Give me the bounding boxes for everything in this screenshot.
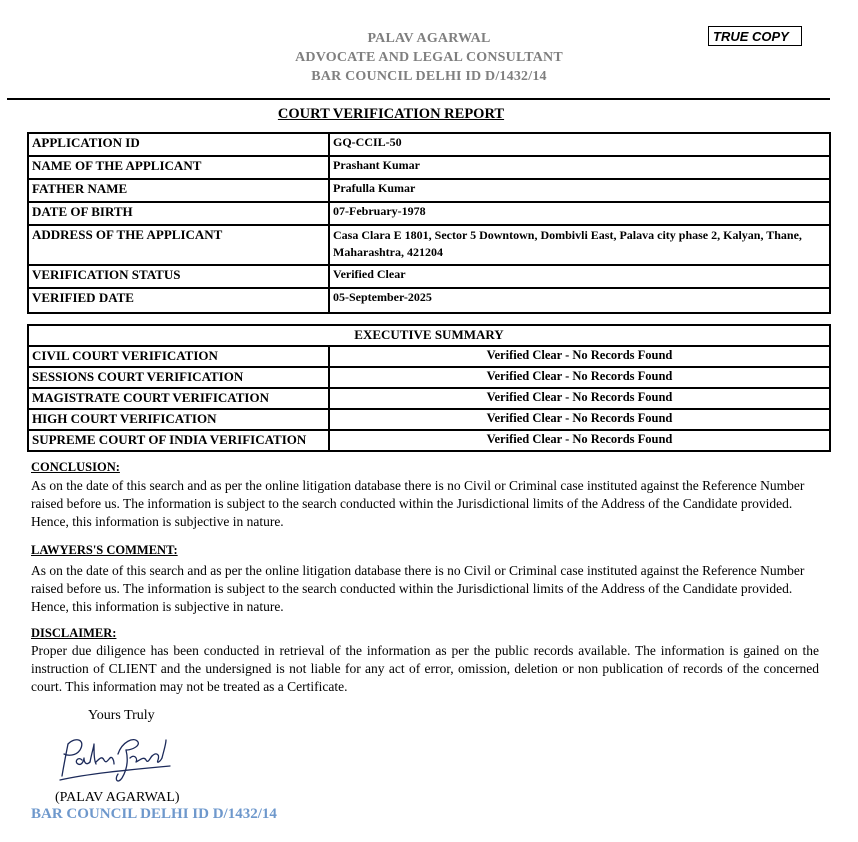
lawyers-comment-text: As on the date of this search and as per the online litigation database there is no Civil or Criminal case instituted against the Reference Number raised before us. The information is subject to the search conducted within the Jurisdictional limits of the Address of the Candidate provided. Hence, this information is subjective in nature. — [31, 563, 805, 614]
table-row — [28, 288, 830, 313]
table-row — [28, 202, 830, 225]
table-row — [28, 346, 830, 367]
table-row — [28, 133, 830, 156]
summary-heading: EXECUTIVE SUMMARY — [28, 325, 830, 346]
table-row — [28, 430, 830, 451]
detail-label: APPLICATION ID — [28, 133, 329, 156]
summary-label: MAGISTRATE COURT VERIFICATION — [28, 388, 329, 409]
letterhead-role: ADVOCATE AND LEGAL CONSULTANT — [295, 50, 563, 65]
summary-value: Verified Clear - No Records Found — [329, 388, 830, 409]
detail-label: ADDRESS OF THE APPLICANT — [28, 225, 329, 265]
report-title: COURT VERIFICATION REPORT — [277, 106, 505, 122]
signatory-name: (PALAV AGARWAL) — [55, 790, 180, 805]
summary-label: CIVIL COURT VERIFICATION — [28, 346, 329, 367]
detail-label: FATHER NAME — [28, 179, 329, 202]
letterhead-bar-id: BAR COUNCIL DELHI ID D/1432/14 — [311, 69, 547, 84]
lawyers-comment-heading: LAWYERS'S COMMENT: — [31, 543, 178, 557]
signatory-bar-id: BAR COUNCIL DELHI ID D/1432/14 — [31, 806, 277, 822]
detail-label: VERIFICATION STATUS — [28, 265, 329, 288]
table-row — [28, 409, 830, 430]
executive-summary-table — [27, 324, 831, 452]
table-row — [28, 265, 830, 288]
summary-value: Verified Clear - No Records Found — [329, 346, 830, 367]
summary-label: SESSIONS COURT VERIFICATION — [28, 367, 329, 388]
detail-label: NAME OF THE APPLICANT — [28, 156, 329, 179]
table-row — [28, 388, 830, 409]
detail-value: 07-February-1978 — [329, 202, 830, 225]
detail-value: 05-September-2025 — [329, 288, 830, 313]
signature-image — [56, 730, 176, 786]
table-row — [28, 367, 830, 388]
detail-label: DATE OF BIRTH — [28, 202, 329, 225]
summary-value: Verified Clear - No Records Found — [329, 430, 830, 451]
summary-label: HIGH COURT VERIFICATION — [28, 409, 329, 430]
true-copy-stamp: TRUE COPY — [708, 26, 802, 46]
summary-value: Verified Clear - No Records Found — [329, 367, 830, 388]
details-table — [27, 132, 831, 314]
conclusion-heading: CONCLUSION: — [31, 460, 120, 474]
disclaimer-heading: DISCLAIMER: — [31, 626, 117, 640]
detail-value: Casa Clara E 1801, Sector 5 Downtown, Dombivli East, Palava city phase 2, Kalyan, Thane, Maharashtra, 421204 — [329, 225, 830, 265]
table-row — [28, 179, 830, 202]
letterhead-name: PALAV AGARWAL — [367, 31, 491, 46]
table-row — [28, 225, 830, 265]
detail-value: Prafulla Kumar — [329, 179, 830, 202]
detail-value: Prashant Kumar — [329, 156, 830, 179]
summary-value: Verified Clear - No Records Found — [329, 409, 830, 430]
table-row — [28, 156, 830, 179]
conclusion-text: As on the date of this search and as per the online litigation database there is no Civil or Criminal case instituted against the Reference Number raised before us. The information is subject to the search conducted within the Jurisdictional limits of the Address of the Candidate provided. Hence, this information is subjective in nature. — [31, 478, 805, 529]
salutation: Yours Truly — [88, 708, 155, 723]
header-divider — [7, 98, 830, 100]
detail-value: GQ-CCIL-50 — [329, 133, 830, 156]
summary-heading-row — [28, 325, 830, 346]
detail-label: VERIFIED DATE — [28, 288, 329, 313]
disclaimer-text: Proper due diligence has been conducted in retrieval of the information as per the public records available. The information is gained on the instruction of CLIENT and the undersigned is not liable for any act of error, omission, deletion or non publication of records of the concerned court. This information may not be treated as a Certificate. — [31, 643, 819, 694]
detail-value: Verified Clear — [329, 265, 830, 288]
summary-label: SUPREME COURT OF INDIA VERIFICATION — [28, 430, 329, 451]
